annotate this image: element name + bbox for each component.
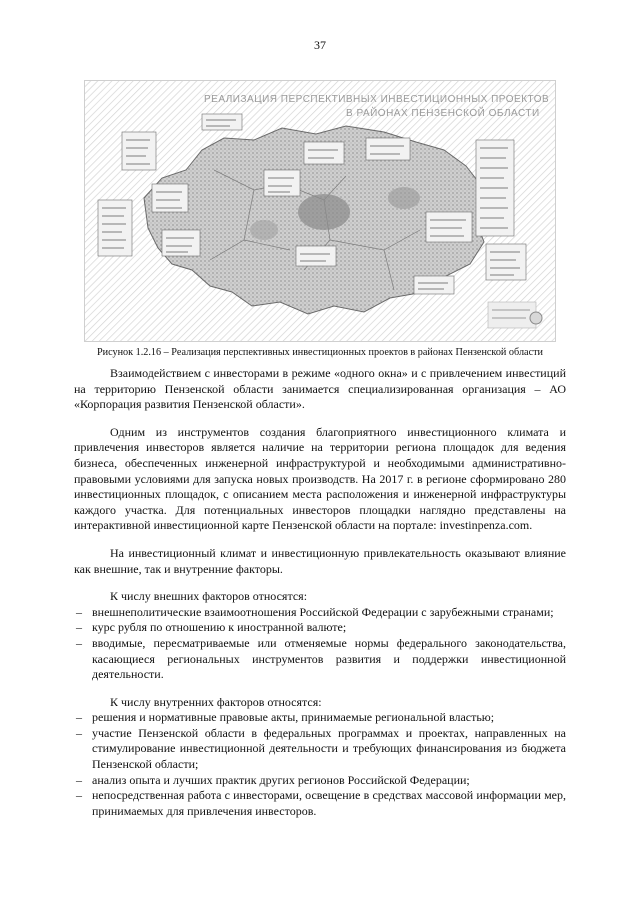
list-item: – вводимые, пересматриваемые или отменяемые нормы федерального законодательства, касающиеся региональных инструментов развития и поддержки инвестиционной деятельности. [74, 636, 566, 683]
investment-map-figure [84, 80, 556, 342]
paragraph-one-window: Взаимодействием с инвесторами в режиме «одного окна» и с привлечением инвестиций на территорию Пензенской области занимается специализированная организация – АО «Корпорация развития Пензенской области». [74, 366, 566, 412]
document-body [74, 366, 566, 831]
list-item: – участие Пензенской области в федеральных программах и проектах, направленных на стимулирование инвестиционной деятельности и требующих финансирования из бюджета Пензенской области; [74, 726, 566, 773]
map-title-line2: В РАЙОНАХ ПЕНЗЕНСКОЙ ОБЛАСТИ [346, 108, 540, 119]
list-item: – анализ опыта и лучших практик других регионов Российской Федерации; [74, 773, 566, 789]
paragraph-investment-sites: Одним из инструментов создания благоприятного инвестиционного климата и привлечения инвесторов является наличие на территории региона площадок для ведения бизнеса, обеспеченных инженерной инфраструктурой и необходимыми административно-правовыми условиями для запуска новых производств. На 2017 г. в регионе сформировано 280 инвестиционных площадок, с описанием места расположения и инженерной инфраструктуры каждого участка. Для потенциальных инвесторов площадки наглядно представлены на интерактивной инвестиционной карте Пензенской области на портале: investinpenza.com. [74, 424, 566, 533]
internal-factors-list [74, 710, 566, 819]
internal-factors-lead: К числу внутренних факторов относятся: [110, 694, 322, 709]
investment-map [84, 80, 556, 342]
page-number: 37 [314, 38, 326, 52]
map-legend [488, 302, 542, 328]
external-factors-list [74, 605, 566, 683]
list-item: – решения и нормативные правовые акты, принимаемые региональной властью; [74, 710, 566, 726]
external-factors-lead: К числу внешних факторов относятся: [110, 589, 308, 604]
list-item: – внешнеполитические взаимоотношения Российской Федерации с зарубежными странами; [74, 605, 566, 621]
list-item: – непосредственная работа с инвесторами, освещение в средствах массовой информации мер, принимаемых для привлечения инвесторов. [74, 788, 566, 819]
figure-caption: Рисунок 1.2.16 – Реализация перспективных инвестиционных проектов в районах Пензенской области [96, 347, 543, 358]
paragraph-factors-intro: На инвестиционный климат и инвестиционную привлекательность оказывают влияние как внешние, так и внутренние факторы. [74, 545, 566, 576]
map-title-line1: РЕАЛИЗАЦИЯ ПЕРСПЕКТИВНЫХ ИНВЕСТИЦИОННЫХ ПРОЕКТОВ [204, 94, 550, 105]
list-item: – курс рубля по отношению к иностранной валюте; [74, 620, 566, 636]
